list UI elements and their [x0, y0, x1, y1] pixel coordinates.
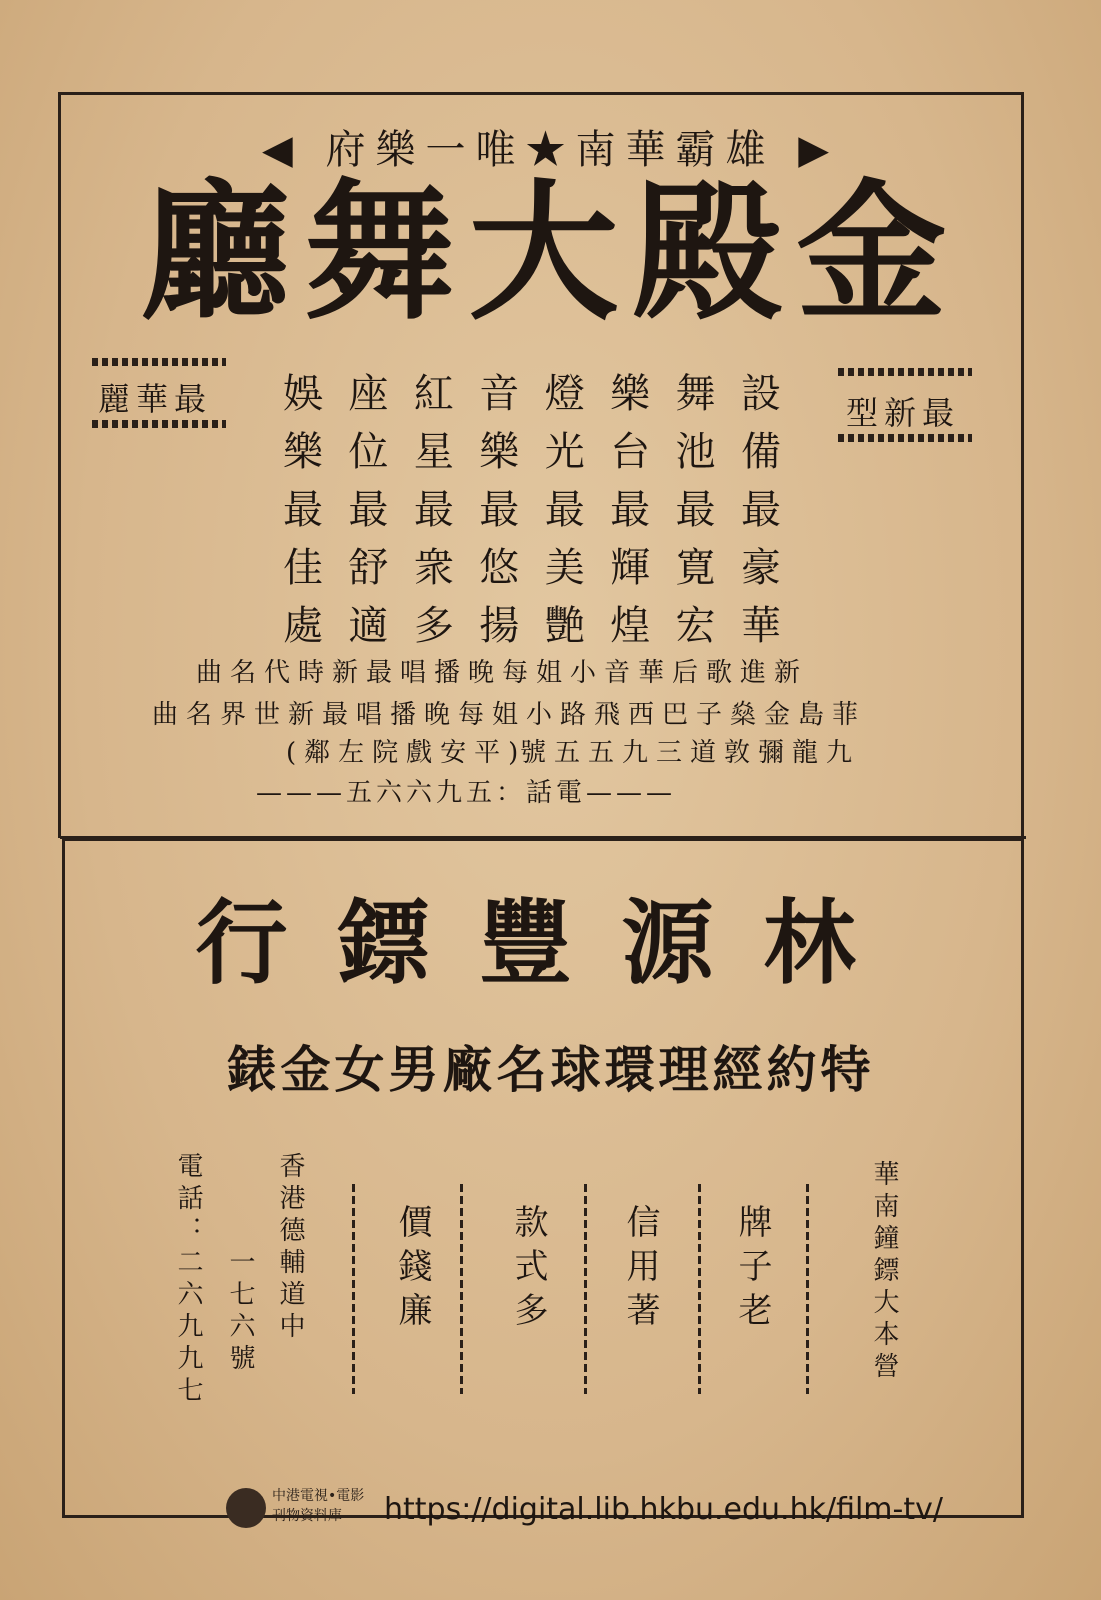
grid-row	[272, 423, 792, 481]
grid-cell: 位	[348, 429, 389, 475]
grid-cell: 美	[544, 545, 585, 591]
logo-line: 刊物資料庫	[272, 1508, 342, 1524]
grid-cell: 燈	[544, 371, 585, 417]
ad1-address-note: (鄰左院戲安平)	[286, 738, 527, 768]
archive-logo-text	[272, 1486, 364, 1526]
grid-cell: 最	[283, 487, 323, 533]
ad-divider	[60, 836, 1026, 839]
grid-cell: 台	[610, 429, 651, 475]
ad1-tagline: ◀ 府樂一唯★南華霸雄 ▶	[262, 127, 839, 173]
ad2-right-column: 華南鐘鏢大本營	[869, 1160, 899, 1384]
grid-cell: 光	[544, 429, 585, 475]
slogan-divider	[584, 1184, 587, 1394]
grid-cell: 備	[740, 429, 781, 475]
right-wavy-bottom	[838, 434, 972, 442]
ad2-slogan-brand: 牌子老	[732, 1204, 772, 1336]
grid-cell: 最	[544, 487, 585, 533]
ad1-left-tag: 麗華最	[98, 380, 213, 418]
slogan-divider	[352, 1184, 355, 1394]
ad2-shop-name: 行鏢豐源林	[195, 889, 906, 997]
right-wavy-top	[838, 368, 972, 376]
grid-row	[272, 597, 792, 655]
grid-row	[272, 481, 792, 539]
grid-cell: 衆	[413, 545, 454, 591]
grid-cell: 舒	[348, 545, 389, 591]
grid-cell: 音	[479, 371, 520, 417]
grid-cell: 艷	[544, 603, 585, 649]
grid-cell: 輝	[610, 545, 651, 591]
grid-cell: 紅	[413, 371, 454, 417]
ad2-slogan-price: 價錢廉	[392, 1204, 432, 1336]
grid-cell: 處	[283, 603, 323, 649]
grid-cell: 悠	[479, 545, 520, 591]
archive-logo-icon	[226, 1488, 266, 1528]
grid-cell: 宏	[675, 603, 716, 649]
slogan-divider	[698, 1184, 701, 1394]
grid-cell: 娛	[283, 371, 323, 417]
grid-cell: 最	[348, 487, 389, 533]
grid-cell: 樂	[610, 371, 651, 417]
ad2-address-number: 一七六號	[225, 1248, 255, 1376]
ad1-phone: ———五六六九五：話電———	[256, 778, 677, 808]
grid-cell: 最	[479, 487, 520, 533]
grid-cell: 豪	[740, 545, 781, 591]
grid-row	[272, 539, 792, 597]
ad2-slogan-credit: 信用著	[620, 1204, 660, 1336]
grid-cell: 座	[348, 371, 389, 417]
grid-cell: 佳	[283, 545, 323, 591]
grid-cell: 星	[413, 429, 454, 475]
grid-cell: 設	[740, 371, 781, 417]
grid-cell: 最	[740, 487, 781, 533]
grid-cell: 多	[413, 603, 454, 649]
grid-row	[272, 365, 792, 423]
ad1-feature-grid	[272, 365, 792, 655]
ad1-singer-line1: 曲名代時新最唱播晚每姐小音華后歌進新	[196, 658, 809, 688]
grid-cell: 華	[740, 603, 781, 649]
grid-cell: 最	[610, 487, 651, 533]
grid-cell: 樂	[479, 429, 520, 475]
ad2-address-street: 香港德輔道中	[275, 1152, 305, 1344]
grid-cell: 揚	[479, 603, 520, 649]
grid-cell: 適	[348, 603, 389, 649]
slogan-divider	[806, 1184, 809, 1394]
left-wavy-top	[92, 358, 226, 366]
ad1-address: 號五五九三道敦彌龍九	[520, 738, 861, 768]
ad1-right-tag: 型新最	[846, 394, 961, 432]
grid-cell: 樂	[283, 429, 323, 475]
grid-cell: 最	[675, 487, 716, 533]
slogan-divider	[460, 1184, 463, 1394]
ad2-slogan-styles: 款式多	[508, 1204, 548, 1336]
ad1-title: 廳舞大殿金	[140, 165, 961, 341]
ad2-dealer-line: 錶金女男廠名球環理經約特	[226, 1040, 875, 1099]
ad2-phone: 電話：二六九九七	[173, 1152, 203, 1408]
logo-line: 中港電視•電影	[272, 1488, 365, 1504]
grid-cell: 池	[675, 429, 716, 475]
archive-url: https://digital.lib.hkbu.edu.hk/film-tv/	[384, 1492, 943, 1527]
left-wavy-bottom	[92, 420, 226, 428]
grid-cell: 最	[413, 487, 454, 533]
grid-cell: 舞	[675, 371, 716, 417]
ad1-singer-line2: 曲名界世新最唱播晚每姐小路飛西巴子燊金島菲	[152, 700, 867, 730]
grid-cell: 寛	[675, 545, 716, 591]
grid-cell: 煌	[610, 603, 651, 649]
